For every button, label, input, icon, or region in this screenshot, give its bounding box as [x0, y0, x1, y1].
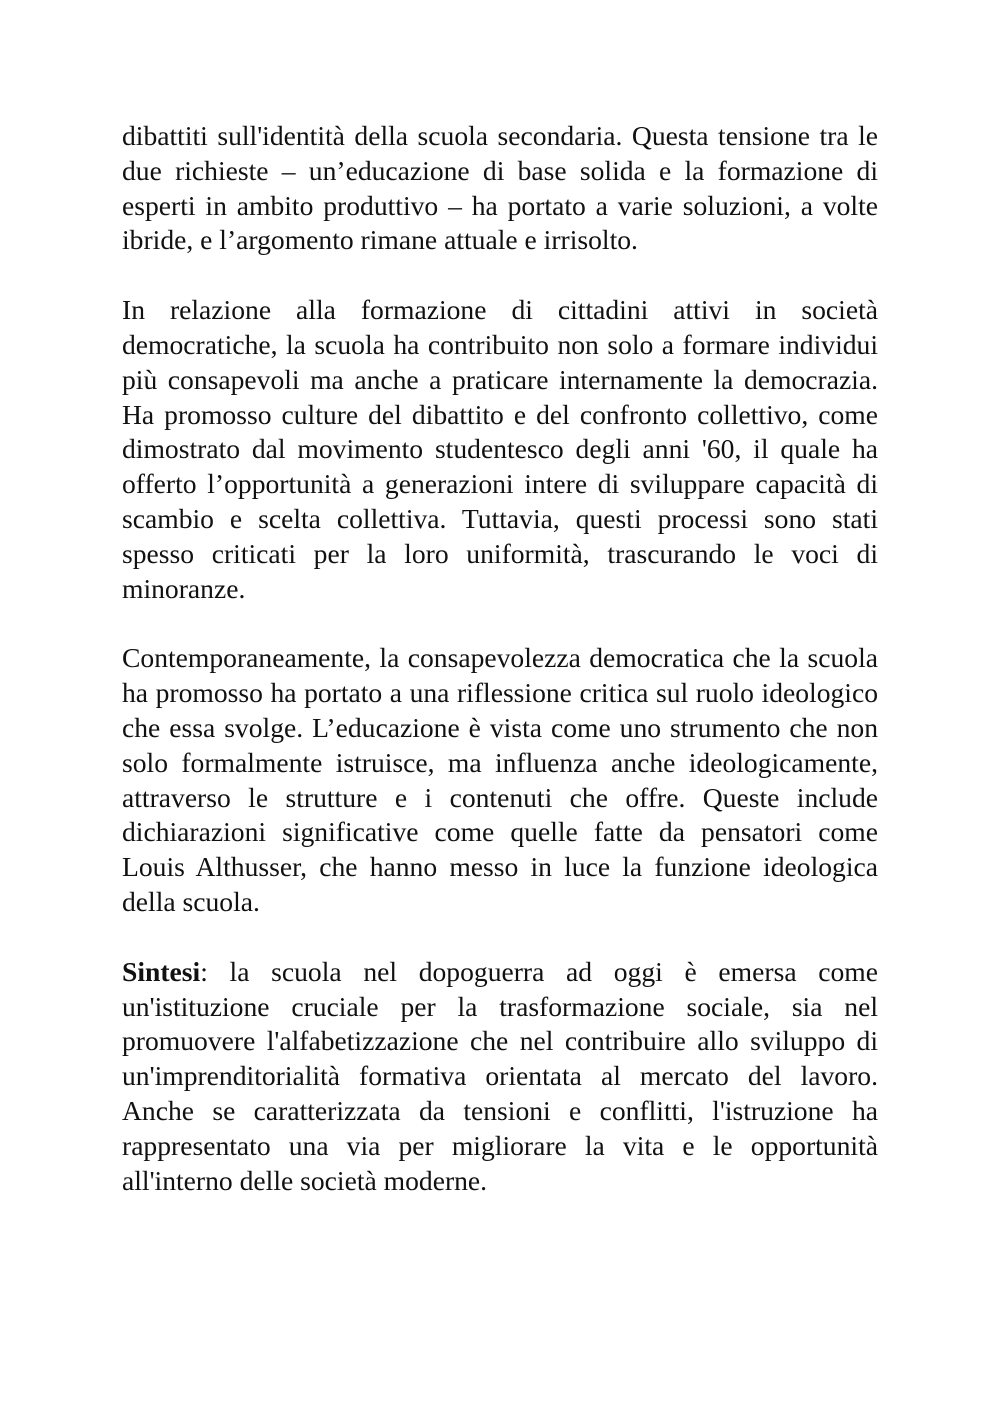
paragraph-summary	[122, 955, 878, 1199]
summary-label: Sintesi	[122, 955, 201, 987]
paragraph-secondary-school-debate: dibattiti sull'identità della scuola secondaria. Questa tensione tra le due richieste – un’educazione di base solida e la formazione di esperti in ambito produttivo – ha portato a varie soluzioni, a volte ibride, e l’argomento rimane attuale e irrisolto.	[122, 120, 878, 256]
summary-text: : la scuola nel dopoguerra ad oggi è emersa come un'istituzione cruciale per la trasformazione sociale, sia nel promuovere l'alfabetizzazione che nel contribuire allo sviluppo di un'imprenditorialità formativa orientata al mercato del lavoro. Anche se caratterizzata da tensioni e conflitti, l'istruzione ha rappresentato una via per migliorare la vita e le opportunità all'interno delle società moderne.	[122, 955, 878, 1196]
paragraph-ideological-role: Contemporaneamente, la consapevolezza democratica che la scuola ha promosso ha portato a una riflessione critica sul ruolo ideologico che essa svolge. L’educazione è vista come uno strumento che non solo formalmente istruisce, ma influenza anche ideologicamente, attraverso le strutture e i contenuti che offre. Queste include dichiarazioni significative come quelle fatte da pensatori come Louis Althusser, che hanno messo in luce la funzione ideologica della scuola.	[122, 642, 878, 917]
document-page	[122, 119, 878, 1233]
paragraph-active-citizens: In relazione alla formazione di cittadini attivi in società democratiche, la scuola ha contribuito non solo a formare individui più consapevoli ma anche a praticare internamente la democrazia. Ha promosso culture del dibattito e del confronto collettivo, come dimostrato dal movimento studentesco degli anni '60, il quale ha offerto l’opportunità a generazioni intere di sviluppare capacità di scambio e scelta collettiva. Tuttavia, questi processi sono stati spesso criticati per la loro uniformità, trascurando le voci di minoranze.	[122, 294, 878, 604]
